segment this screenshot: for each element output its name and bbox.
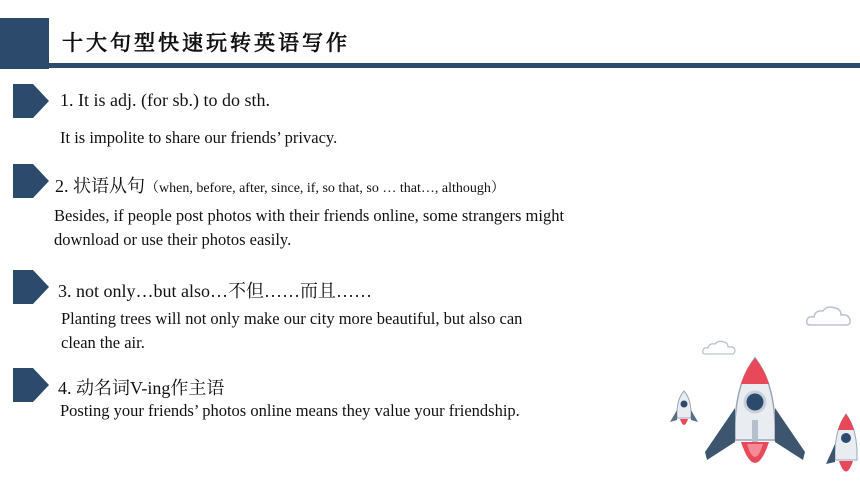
cloud-icon [806,305,852,332]
arrow-bullet-icon [13,84,49,118]
section-2-example [54,204,564,252]
section-2-heading-note: （when, before, after, since, if, so that, so … that…, although） [145,181,505,196]
arrow-bullet-icon [13,270,49,304]
section-2-example-line-1: Besides, if people post photos with their friends online, some strangers might [54,206,565,225]
section-3-example-line-2: clean the air. [61,333,145,352]
rocket-icon [668,390,700,437]
header-block [0,18,49,69]
section-4-heading: 4. 动名词V-ing作主语 [58,378,225,398]
section-1-heading: 1. It is adj. (for sb.) to do sth. [60,90,270,110]
section-2-example-line-2: download or use their photos easily. [54,230,292,249]
section-3-example-line-1: Planting trees will not only make our city more beautiful, but also can [61,309,523,328]
section-4-example: Posting your friends’ photos online means they value your friendship. [60,401,520,420]
section-2-heading-main: 2. 状语从句 [55,176,145,196]
section-1-example: It is impolite to share our friends’ privacy. [60,128,338,147]
rocket-icon [826,412,860,487]
arrow-bullet-icon [13,164,49,198]
page-title: 十大句型快速玩转英语写作 [62,31,350,55]
header-rule [49,63,860,68]
section-2-heading [55,172,505,198]
rocket-icon [703,356,807,489]
section-3-example [61,307,522,355]
section-3-heading: 3. not only…but also…不但……而且…… [58,281,372,301]
arrow-bullet-icon [13,368,49,402]
